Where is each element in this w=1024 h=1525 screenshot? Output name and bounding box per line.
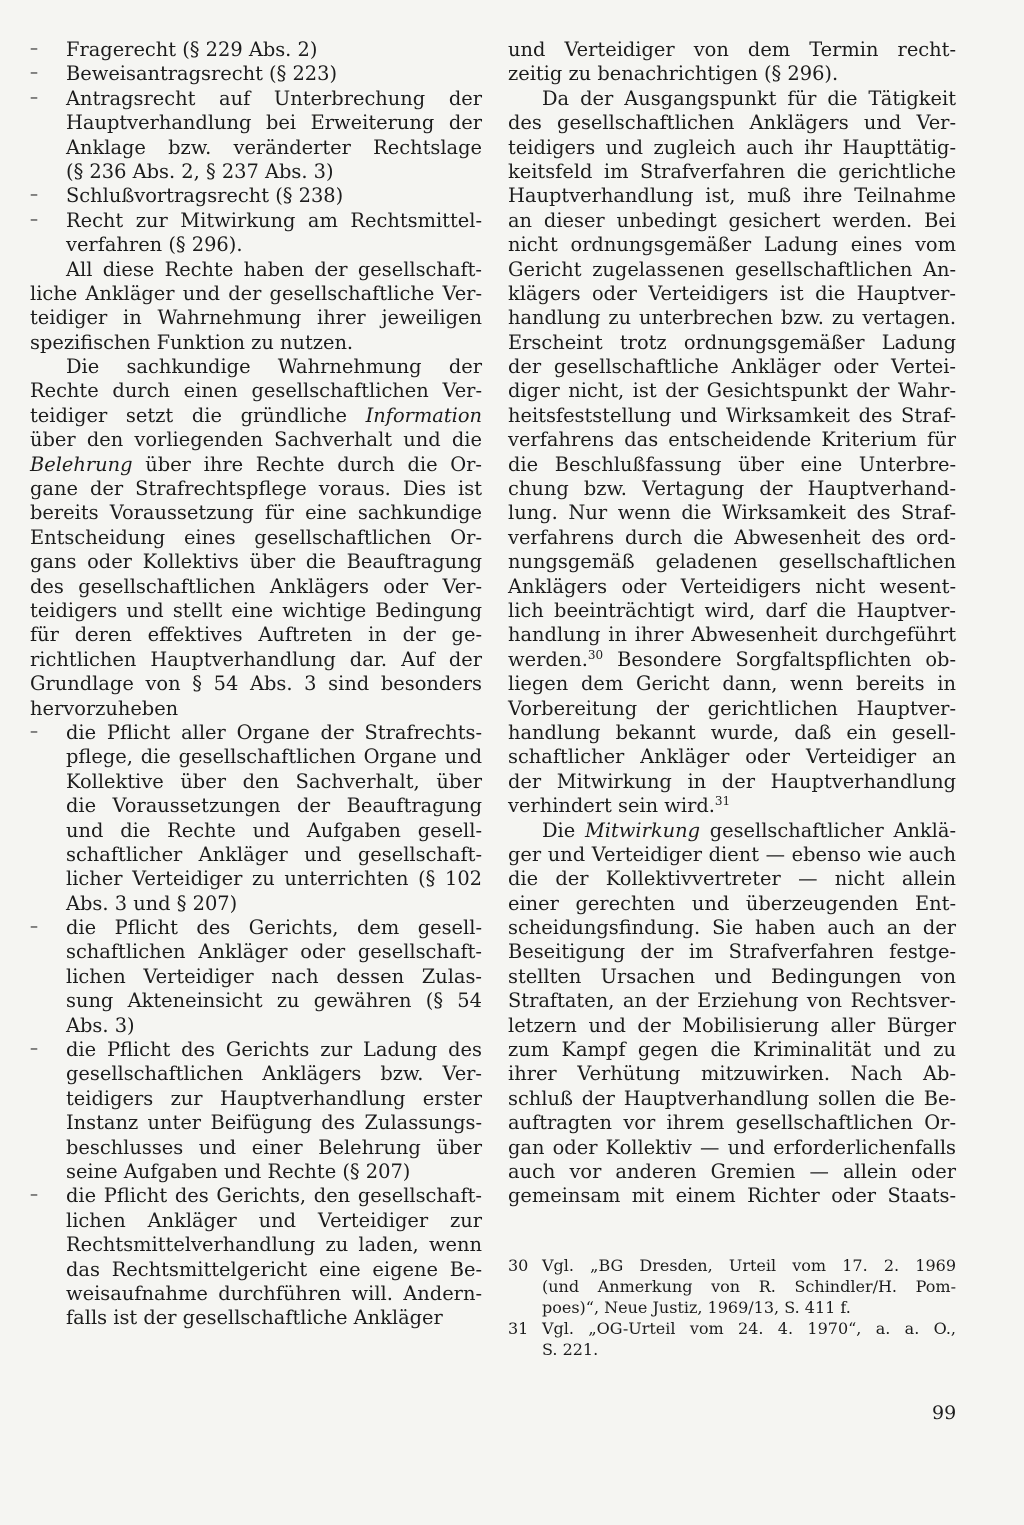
text-line: auftragten vor ihrem gesellschaftlichen Or- (508, 1111, 956, 1135)
text-line: richtlichen Hauptverhandlung dar. Auf der (30, 647, 482, 671)
text-line: die Voraussetzungen der Beauftragung (66, 794, 482, 818)
text-line: ihrer Verhütung mitzuwirken. Nach Ab- (508, 1062, 956, 1086)
text-line: gane der Strafrechtspflege voraus. Dies ist (30, 477, 482, 501)
text-line: auch vor anderen Gremien — allein oder (508, 1159, 956, 1183)
text-line: Da der Ausgangspunkt für die Tätigkeit (542, 86, 956, 110)
bullet-dash: – (30, 1184, 38, 1204)
text-line: sung Akteneinsicht zu gewähren (§ 54 (66, 989, 482, 1013)
text-line: gans oder Kollektivs über die Beauftragung (30, 550, 482, 574)
text-line: teidigers zur Hauptverhandlung erster (66, 1086, 482, 1110)
text-line: falls ist der gesellschaftliche Ankläger (66, 1306, 443, 1330)
text-line: über den vorliegenden Sachverhalt und die (30, 428, 482, 452)
text-line: lich beeinträchtigt wird, darf die Hauptver- (508, 598, 956, 622)
text-line: Rechtsmittelverhandlung zu laden, wenn (66, 1233, 482, 1257)
text-line: Grundlage von § 54 Abs. 3 sind besonders (30, 672, 482, 696)
text-line: teidiger setzt die gründliche Information (30, 403, 482, 427)
text-line: letzern und der Mobilisierung aller Bürger (508, 1013, 956, 1037)
text-line: teidigers und stellt eine wichtige Bedingung (30, 598, 482, 622)
text-line: Hauptverhandlung bei Erweiterung der (66, 111, 482, 135)
text-line: Beweisantragsrecht (§ 223) (66, 62, 338, 86)
text-line: beschlusses und einer Belehrung über (66, 1135, 482, 1159)
bullet-dash: – (30, 208, 38, 228)
rights-list (30, 38, 482, 258)
text-line: die der Kollektivvertreter — nicht allein (508, 867, 956, 891)
list-item (30, 38, 482, 62)
text-line: chung bzw. Vertagung der Hauptverhand- (508, 477, 956, 501)
text-line: das Rechtsmittelgericht eine eigene Be- (66, 1257, 482, 1281)
text-line: zum Kampf gegen die Kriminalität und zu (508, 1038, 956, 1062)
text-line: Beseitigung der im Strafverfahren festge- (508, 940, 956, 964)
right-column (508, 38, 956, 1209)
text-line: verfahren (§ 296). (66, 233, 243, 257)
text-line: des gesellschaftlichen Anklägers und Ver- (508, 111, 956, 135)
list-item (30, 87, 482, 185)
text-line: Fragerecht (§ 229 Abs. 2) (66, 38, 318, 61)
text-line: lung. Nur wenn die Wirksamkeit des Straf- (508, 501, 956, 525)
text-line: handlung zu unterbrechen bzw. zu vertagen. (508, 306, 956, 330)
footnote-line: Vgl. „OG-Urteil vom 24. 4. 1970“, a. a. O., (542, 1319, 956, 1338)
text-line: (§ 236 Abs. 2, § 237 Abs. 3) (66, 159, 334, 183)
footnote-ref-30[interactable]: 30 (587, 647, 604, 662)
text-line: die Pflicht aller Organe der Strafrechts- (66, 720, 482, 744)
text-line: gan oder Kollektiv — und erforderlichenfalls (508, 1135, 956, 1159)
text-line: nicht ordnungsgemäßer Ladung eines vom (508, 233, 956, 257)
paragraph-attendance (508, 87, 956, 648)
list-item (30, 1038, 482, 1184)
text-line: der Mitwirkung in der Hauptverhandlung (508, 769, 956, 793)
text-line: heitsfeststellung und Wirksamkeit des Straf- (508, 403, 956, 427)
text-line: Anklage bzw. veränderter Rechtslage (66, 135, 482, 159)
text-line: teidiger in Wahrnehmung ihrer jeweiligen (30, 306, 482, 330)
list-item (30, 1184, 482, 1330)
text-line: teidigers und zugleich auch ihr Haupttätig- (508, 135, 956, 159)
emphasis-information: Information (365, 403, 482, 427)
list-item (30, 62, 482, 86)
bullet-dash: – (30, 916, 38, 936)
text-line: gesellschaftlichen Anklägers bzw. Ver- (66, 1062, 482, 1086)
footnote (508, 1318, 956, 1360)
text-line: die Pflicht des Gerichts, dem gesell- (66, 916, 482, 940)
text-line: Recht zur Mitwirkung am Rechtsmittel- (66, 208, 482, 232)
text-line: scheidungsfindung. Sie haben auch an der (508, 916, 956, 940)
list-item (30, 184, 482, 208)
text-line: Rechte durch einen gesellschaftlichen Ver- (30, 379, 482, 403)
text-line: handlung in ihrer Abwesenheit durchgeführt (508, 623, 956, 647)
text-line: bereits Voraussetzung für eine sachkundige (30, 501, 482, 525)
paragraph-information (30, 355, 482, 721)
emphasis-mitwirkung: Mitwirkung (584, 818, 700, 842)
footnote-number: 30 (508, 1256, 529, 1275)
text-line: die Beschlußfassung über eine Unterbre- (508, 452, 956, 476)
text-line: diger nicht, ist der Gesichtspunkt der Wahr- (508, 379, 956, 403)
text-line: und Verteidiger von dem Termin recht- (508, 38, 956, 61)
text-line: lichen Ankläger und Verteidiger zur (66, 1208, 482, 1232)
text-line: Vorbereitung der gerichtlichen Hauptver- (508, 696, 956, 720)
duties-list (30, 721, 482, 1331)
text-line: licher Verteidiger zu unterrichten (§ 102 (66, 867, 482, 891)
footnote-number: 31 (508, 1319, 529, 1338)
footnote-line: Vgl. „BG Dresden, Urteil vom 17. 2. 1969 (542, 1256, 956, 1275)
text-line: nungsgemäß geladenen gesellschaftlichen (508, 550, 956, 574)
text-line: handlung bekannt wurde, daß ein gesell- (508, 720, 956, 744)
text-line: Instanz unter Beifügung des Zulassungs- (66, 1111, 482, 1135)
text-line: Schlußvortragsrecht (§ 238) (66, 184, 344, 208)
text-line: Die sachkundige Wahrnehmung der (66, 355, 482, 379)
text-line: verhindert sein wird.$^{31}$ (508, 794, 731, 818)
text-line: Erscheint trotz ordnungsgemäßer Ladung (508, 330, 956, 354)
text-line: lichen Verteidiger nach dessen Zulas- (66, 964, 482, 988)
text-line: Kollektive über den Sachverhalt, über (66, 769, 482, 793)
footnotes (508, 1255, 956, 1360)
bullet-dash: – (30, 38, 38, 57)
text-line: All diese Rechte haben der gesellschaft- (66, 257, 482, 281)
text-line: Belehrung über ihre Rechte durch die Or- (30, 452, 482, 476)
text-line: einer gerechten und überzeugenden Ent- (508, 891, 956, 915)
left-column (30, 38, 482, 1331)
footnote (508, 1255, 956, 1318)
text-line: keitsfeld im Strafverfahren die gerichtliche (508, 159, 956, 183)
bullet-dash: – (30, 720, 38, 740)
text-line: Straftaten, an der Erziehung von Rechtsver- (508, 989, 956, 1013)
text-line: werden.$^{30}$ Besondere Sorgfaltspflichten ob- (508, 647, 956, 671)
text-line: schaftlicher Ankläger und gesellschaft- (66, 842, 482, 866)
emphasis-belehrung: Belehrung (30, 452, 133, 476)
text-line: verfahrens das entscheidende Kriterium für (508, 428, 956, 452)
text-line: für deren effektives Auftreten in der ge- (30, 623, 482, 647)
text-line: Hauptverhandlung ist, muß ihre Teilnahme (508, 184, 956, 208)
text-line: des gesellschaftlichen Anklägers oder Ver- (30, 574, 482, 598)
footnote-line: poes)“, Neue Justiz, 1969/13, S. 411 f. (542, 1298, 851, 1317)
text-line: weisaufnahme durchführen will. Andern- (66, 1281, 482, 1305)
text-line: und die Rechte und Aufgaben gesell- (66, 818, 482, 842)
paragraph-rights-summary (30, 258, 482, 356)
text-line: Die Mitwirkung gesellschaftlicher Anklä- (542, 818, 956, 842)
text-line: ger und Verteidiger dient — ebenso wie auch (508, 842, 956, 866)
footnote-ref-31[interactable]: 31 (714, 794, 731, 809)
bullet-dash: – (30, 62, 38, 82)
text-line: klägers oder Verteidigers ist die Hauptver- (508, 281, 956, 305)
text-line: an dieser unbedingt gesichert werden. Bei (508, 208, 956, 232)
text-line: schaftlichen Ankläger oder gesellschaft- (66, 940, 482, 964)
footnote-line: S. 221. (542, 1340, 599, 1359)
text-line: die Pflicht des Gerichts, den gesellschaft- (66, 1184, 482, 1208)
text-line: der gesellschaftliche Ankläger oder Vertei- (508, 355, 956, 379)
text-line: stellten Ursachen und Bedingungen von (508, 964, 956, 988)
list-item (30, 209, 482, 258)
text-line: Anklägers oder Verteidigers nicht wesent- (508, 574, 956, 598)
text-line: verfahrens durch die Abwesenheit des ord- (508, 525, 956, 549)
bullet-dash: – (30, 184, 38, 204)
list-item (30, 916, 482, 1038)
list-item (30, 721, 482, 916)
text-line: Abs. 3) (66, 1013, 135, 1037)
text-line: Abs. 3 und § 207) (66, 891, 238, 915)
text-line: schluß der Hauptverhandlung sollen die Be- (508, 1086, 956, 1110)
text-line: seine Aufgaben und Rechte (§ 207) (66, 1159, 411, 1183)
text-line: die Pflicht des Gerichts zur Ladung des (66, 1038, 482, 1062)
footnote-line: (und Anmerkung von R. Schindler/H. Pom- (542, 1277, 956, 1296)
text-line: schaftlicher Ankläger oder Verteidiger an (508, 745, 956, 769)
text-line: Antragsrecht auf Unterbrechung der (66, 86, 482, 110)
text-line: zeitig zu benachrichtigen (§ 296). (508, 62, 839, 86)
text-line: Gericht zugelassenen gesellschaftlichen An- (508, 257, 956, 281)
text-line: gemeinsam mit einem Richter oder Staats- (508, 1184, 956, 1208)
text-line: liegen dem Gericht dann, wenn bereits in (508, 672, 956, 696)
bullet-dash: – (30, 86, 38, 106)
bullet-dash: – (30, 1038, 38, 1058)
text-line: spezifischen Funktion zu nutzen. (30, 330, 354, 354)
text-line: pflege, die gesellschaftlichen Organe und (66, 745, 482, 769)
page-number: 99 (932, 1402, 957, 1424)
text-line: hervorzuheben (30, 696, 179, 720)
text-line: liche Ankläger und der gesellschaftliche Ver- (30, 281, 482, 305)
text-line: Entscheidung eines gesellschaftlichen Or- (30, 525, 482, 549)
